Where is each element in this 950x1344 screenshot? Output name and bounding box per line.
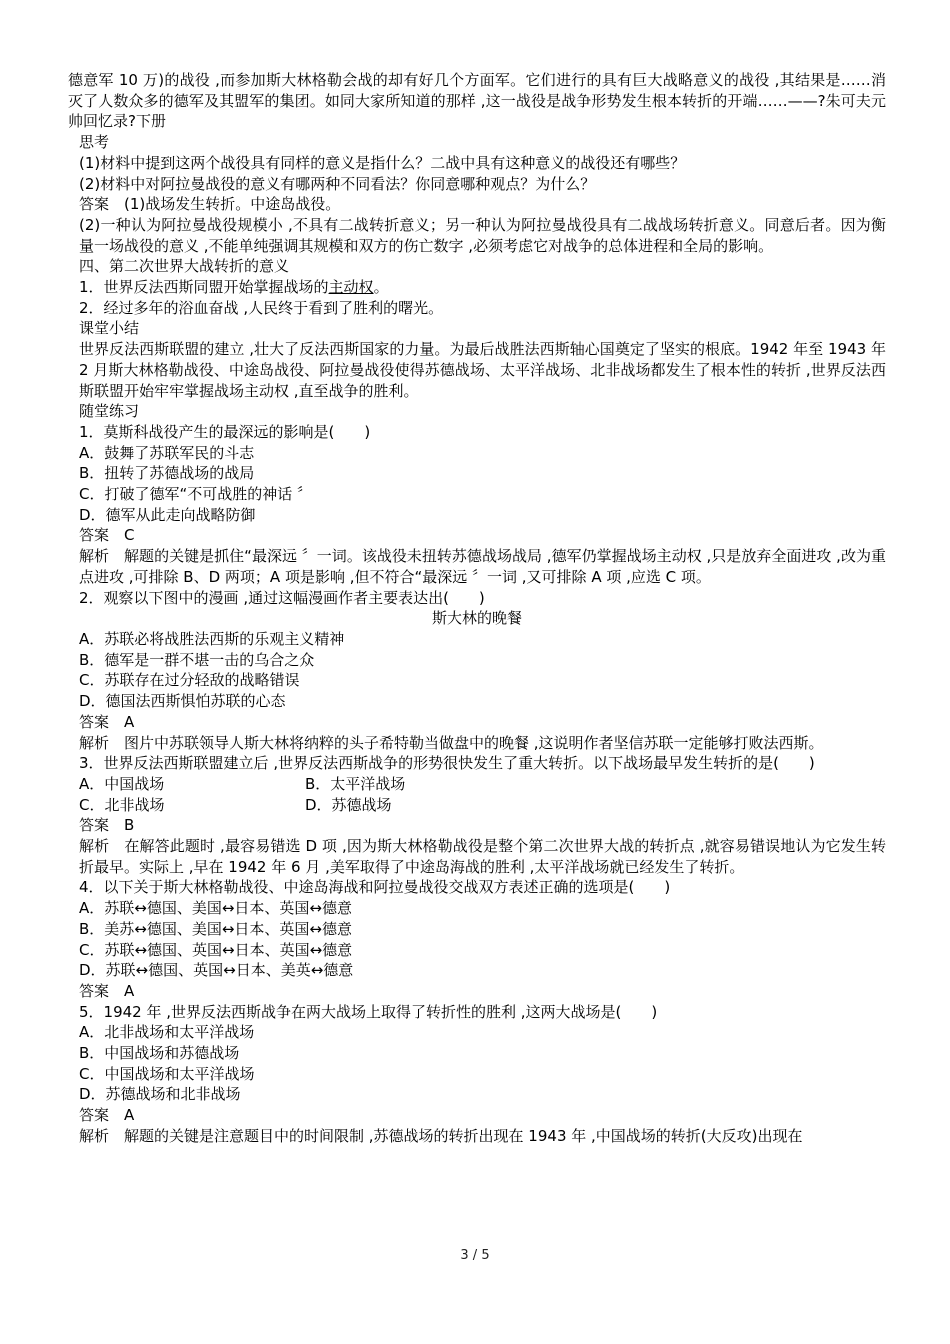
q3-options-row-1	[68, 774, 886, 795]
point-1-underlined: 主动权	[328, 278, 374, 297]
q5-stem: 5．1942 年 ,世界反法西斯战争在两大战场上取得了转折性的胜利 ,这两大战场是( )	[79, 1002, 658, 1021]
section-point-1	[68, 277, 886, 298]
q1-stem: 1．莫斯科战役产生的最深远的影响是( )	[79, 422, 371, 441]
summary-heading: 课堂小结	[79, 319, 140, 338]
q5-option-c: C．中国战场和太平洋战场	[79, 1064, 255, 1083]
q5-analysis: 解析 解题的关键是注意题目中的时间限制 ,苏德战场的转折出现在 1943 年 ,中国战场的转折(大反攻)出现在	[79, 1126, 803, 1145]
think-question-2: (2)材料中对阿拉曼战役的意义有哪两种不同看法？你同意哪种观点？为什么？	[79, 174, 596, 193]
page-number: 3 / 5	[460, 1248, 490, 1263]
q3-option-d: D．苏德战场	[305, 795, 392, 814]
document-body	[68, 70, 886, 1147]
point-1-text: 1．世界反法西斯同盟开始掌握战场的	[79, 278, 329, 297]
q4-option-d: D．苏联↔德国、英国↔日本、美英↔德意	[79, 961, 354, 980]
q5-answer: 答案 A	[79, 1106, 135, 1125]
q4-answer: 答案 A	[79, 981, 135, 1000]
q2-option-a: A．苏联必将战胜法西斯的乐观主义精神	[79, 629, 345, 648]
q5-option-d: D．苏德战场和北非战场	[79, 1085, 241, 1104]
q2-stem: 2．观察以下图中的漫画 ,通过这幅漫画作者主要表达出( )	[79, 588, 485, 607]
summary-text: 世界反法西斯联盟的建立 ,壮大了反法西斯国家的力量。为最后战胜法西斯轴心国奠定了坚实的根底。1942 年至 1943 年 2 月斯大林格勒战役、中途岛战役、阿拉曼战役使得苏德战场、太平洋战场、北非战场都发生了根本性的转折 ,世界反法西斯联盟开始牢牢掌握战场主动权 ,直至战争的胜利。	[79, 340, 886, 400]
q1-analysis: 解析 解题的关键是抓住“最深远 〞一词。该战役未扭转苏德战场战局 ,德军仍掌握战场主动权 ,只是放弃全面进攻 ,改为重点进攻 ,可排除 B、D 两项；A 项是影响 ,但不符合“最深远 〞一词 ,又可排除 A 项 ,应选 C 项。	[79, 547, 886, 586]
q2-analysis: 解析 图片中苏联领导人斯大林将纳粹的头子希特勒当做盘中的晚餐 ,这说明作者坚信苏联一定能够打败法西斯。	[79, 733, 824, 752]
q2-option-d: D．德国法西斯惧怕苏联的心态	[79, 692, 286, 711]
q5-option-a: A．北非战场和太平洋战场	[79, 1023, 255, 1042]
section-point-2: 2．经过多年的浴血奋战 ,人民终于看到了胜利的曙光。	[79, 298, 444, 317]
q2-option-c: C．苏联存在过分轻敌的战略错误	[79, 671, 300, 690]
q1-answer: 答案 C	[79, 526, 135, 545]
q2-answer: 答案 A	[79, 712, 135, 731]
q2-cartoon-caption: 斯大林的晚餐	[431, 609, 522, 628]
q3-option-c: C．北非战场	[79, 795, 165, 814]
point-1-end: 。	[373, 278, 389, 297]
q4-option-a: A．苏联↔德国、美国↔日本、英国↔德意	[79, 899, 352, 918]
think-answer-1: 答案 (1)战场发生转折。中途岛战役。	[79, 195, 341, 214]
q3-option-a: A．中国战场	[79, 774, 165, 793]
section-heading: 四、第二次世界大战转折的意义	[79, 257, 290, 276]
q1-option-d: D．德军从此走向战略防御	[79, 505, 256, 524]
material-continuation: 德意军 10 万)的战役 ,而参加斯大林格勒会战的却有好几个方面军。它们进行的具有巨大战略意义的战役 ,其结果是……消灭了人数众多的德军及其盟军的集团。如同大家所知道的那样 ,这一战役是战争形势发生根本转折的开端……——?朱可夫元帅回忆录?下册	[68, 71, 886, 131]
q4-option-c: C．苏联↔德国、英国↔日本、英国↔德意	[79, 940, 353, 959]
q3-answer: 答案 B	[79, 816, 135, 835]
think-question-1: (1)材料中提到这两个战役具有同样的意义是指什么？二战中具有这种意义的战役还有哪些？	[79, 153, 686, 172]
q1-option-b: B．扭转了苏德战场的战局	[79, 464, 255, 483]
q1-option-c: C．打破了德军“不可战胜的神话 〞	[79, 485, 313, 504]
q3-stem: 3．世界反法西斯联盟建立后 ,世界反法西斯战争的形势很快发生了重大转折。以下战场最早发生转折的是( )	[79, 754, 815, 773]
q3-analysis: 解析 在解答此题时 ,最容易错选 D 项 ,因为斯大林格勒战役是整个第二次世界大战的转折点 ,就容易错误地认为它发生转折最早。实际上 ,早在 1942 年 6 月 ,美军取得了中途岛海战的胜利 ,太平洋战场就已经发生了转折。	[79, 837, 886, 876]
q4-option-b: B．美苏↔德国、美国↔日本、英国↔德意	[79, 919, 352, 938]
practice-heading: 随堂练习	[79, 402, 140, 421]
q2-option-b: B．德军是一群不堪一击的乌合之众	[79, 650, 315, 669]
q4-stem: 4．以下关于斯大林格勒战役、中途岛海战和阿拉曼战役交战双方表述正确的选项是( )	[79, 878, 671, 897]
q3-options-row-2	[68, 795, 886, 816]
q5-option-b: B．中国战场和苏德战场	[79, 1044, 240, 1063]
think-heading: 思考	[79, 133, 110, 152]
q3-option-b: B．太平洋战场	[305, 774, 406, 793]
q1-option-a: A．鼓舞了苏联军民的斗志	[79, 443, 255, 462]
think-answer-2: (2)一种认为阿拉曼战役规模小 ,不具有二战转折意义；另一种认为阿拉曼战役具有二战战场转折意义。同意后者。因为衡量一场战役的意义 ,不能单纯强调其规模和双方的伤亡数字 ,必须考虑它对战争的总体进程和全局的影响。	[79, 215, 886, 255]
